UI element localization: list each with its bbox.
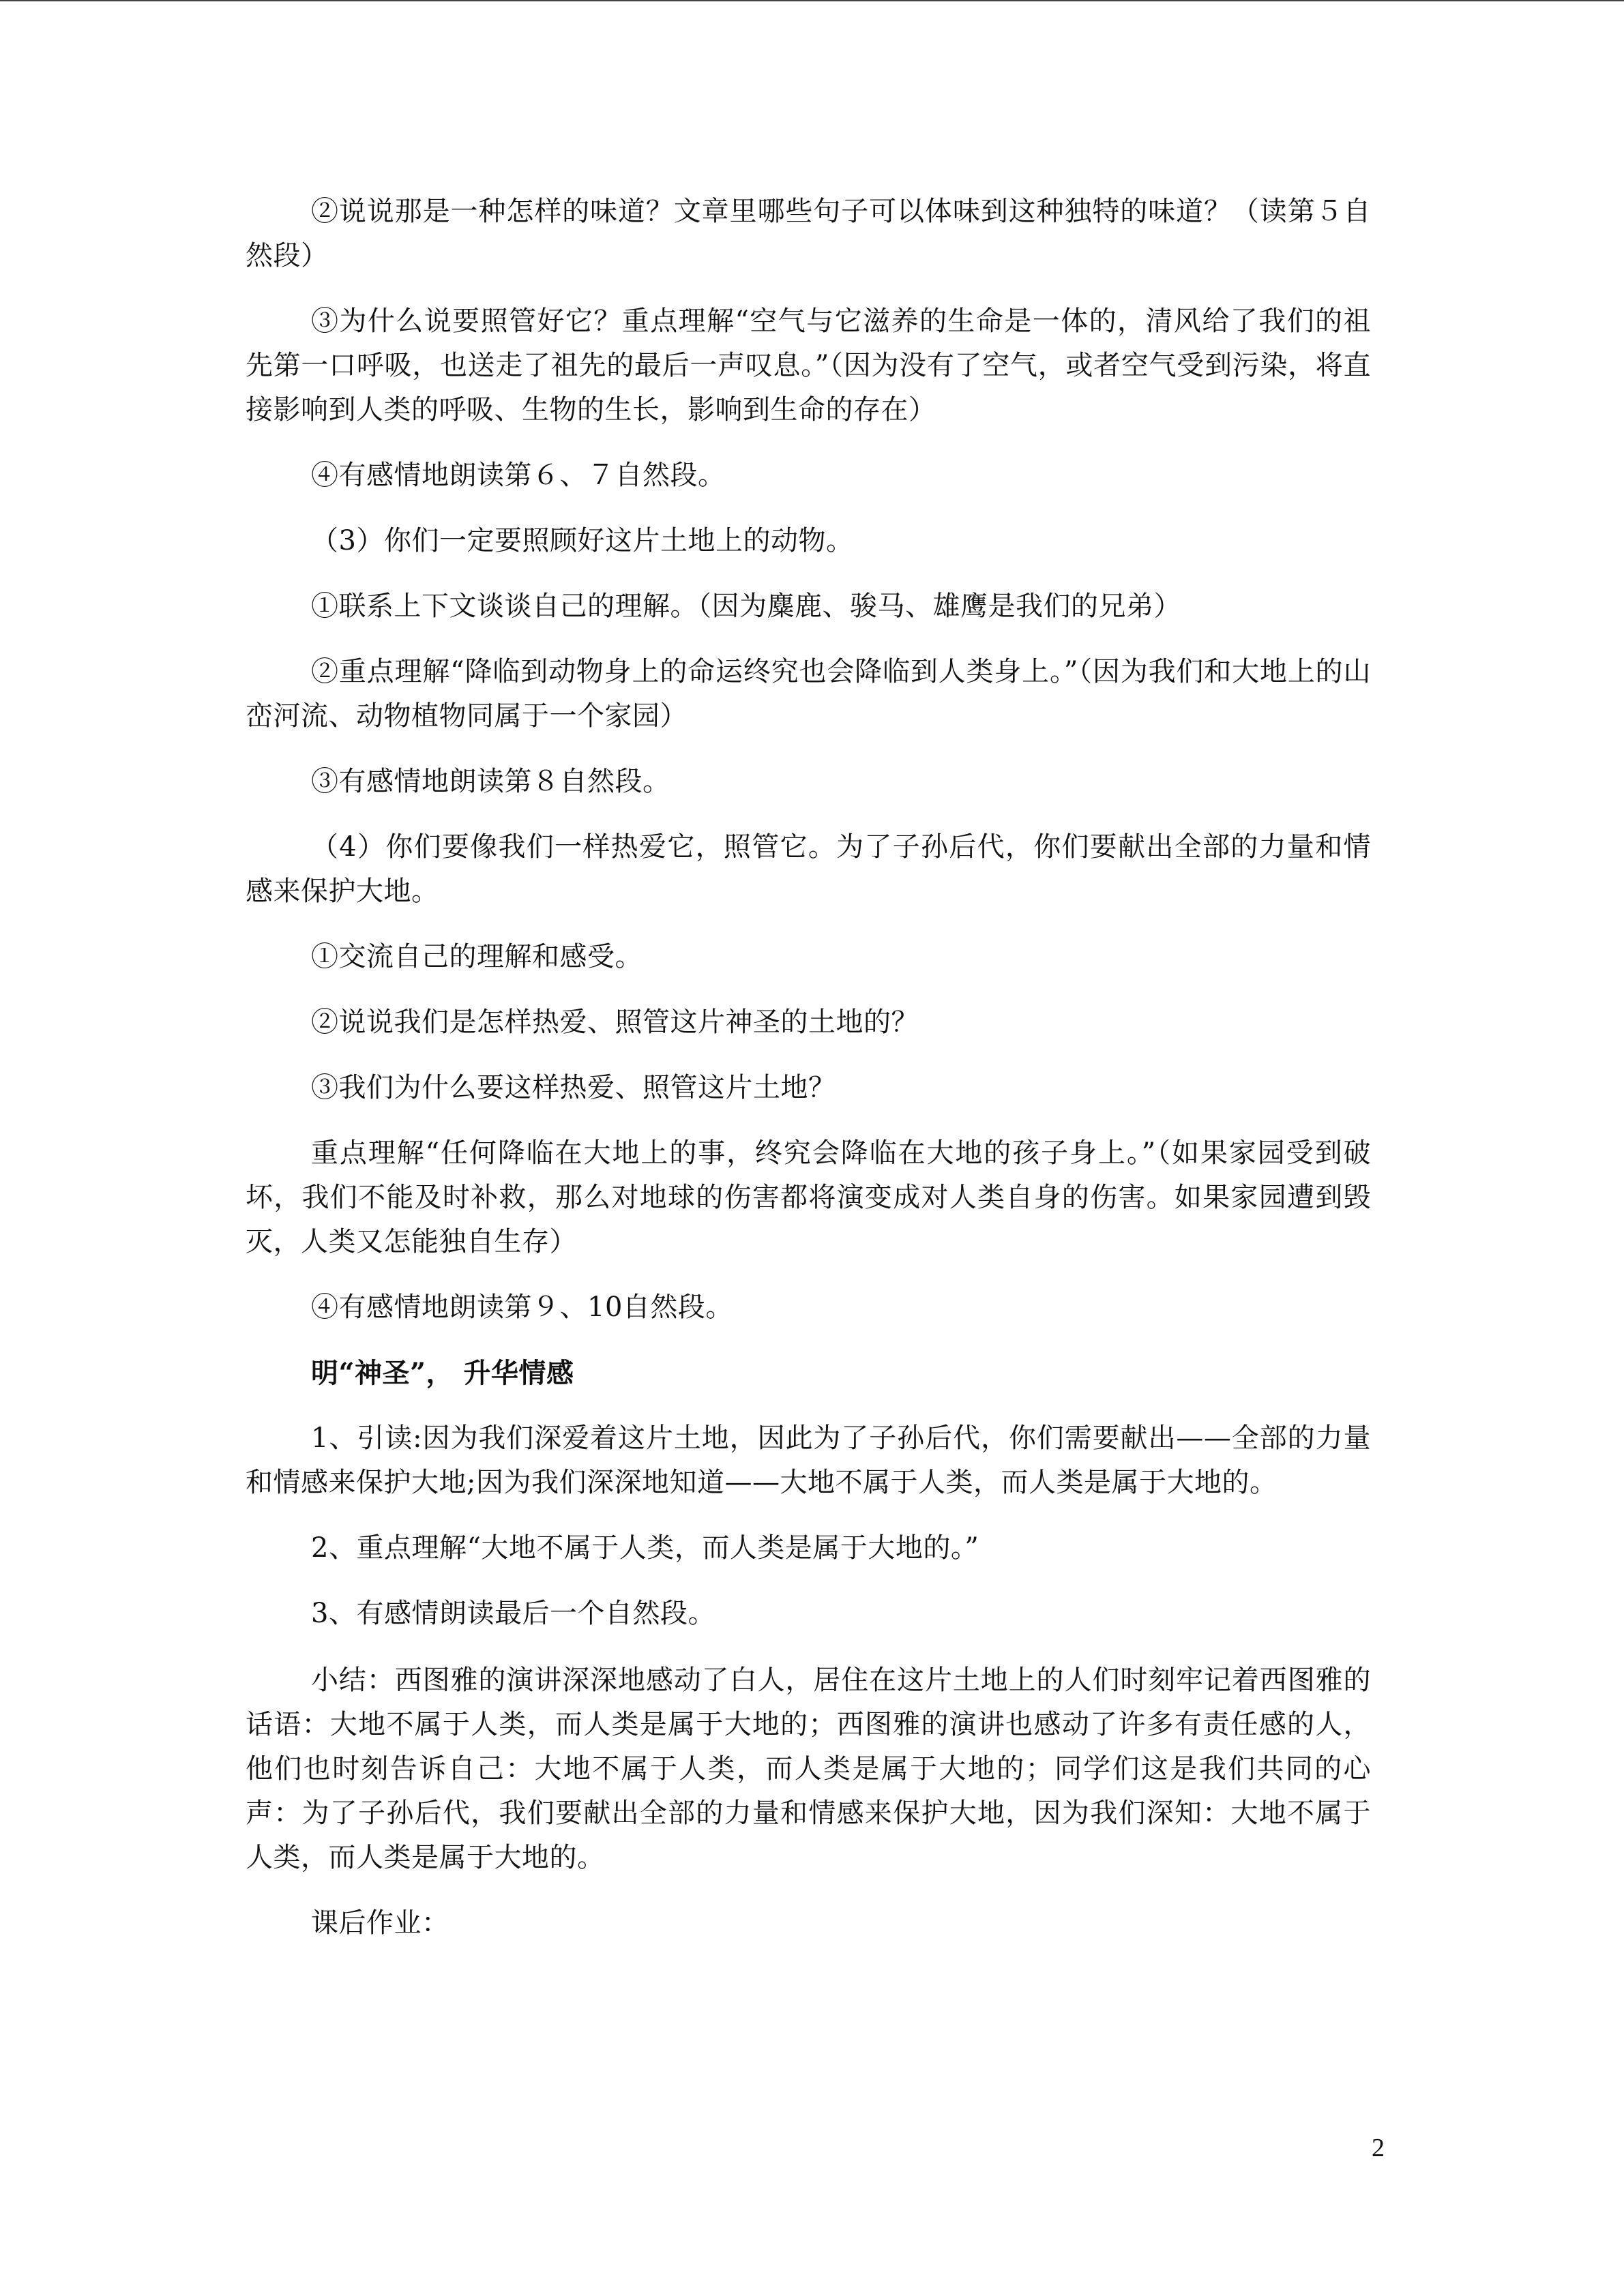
page-number: 2 bbox=[1372, 2134, 1385, 2162]
paragraph-taste-question: ②说说那是一种怎样的味道？文章里哪些句子可以体味到这种独特的味道？（读第５自然段） bbox=[246, 196, 1371, 271]
paragraph-homework: 课后作业： bbox=[311, 1907, 449, 1939]
paragraph-read-9-10: ④有感情地朗读第９、10自然段。 bbox=[311, 1292, 733, 1323]
paragraph-read-6-7: ④有感情地朗读第６、７自然段。 bbox=[311, 460, 726, 491]
page-body bbox=[246, 190, 1371, 1945]
paragraph-how-love-land: ②说说我们是怎样热爱、照管这片神圣的土地的？ bbox=[311, 1007, 919, 1038]
paragraph-animals-fate: ②重点理解“降临到动物身上的命运终究也会降临到人类身上。”（因为我们和大地上的山峦河流、动物植物同属于一个家园） bbox=[246, 656, 1371, 732]
paragraph-air-care: ③为什么说要照管好它？重点理解“空气与它滋养的生命是一体的，清风给了我们的祖先第一口呼吸，也送走了祖先的最后一声叹息。”（因为没有了空气，或者空气受到污染，将直接影响到人类的呼吸、生物的生长，影响到生命的存在） bbox=[246, 305, 1371, 426]
paragraph-share-feelings: ①交流自己的理解和感受。 bbox=[311, 941, 643, 972]
paragraph-animals-context: ①联系上下文谈谈自己的理解。（因为麋鹿、骏马、雄鹰是我们的兄弟） bbox=[311, 591, 1181, 622]
paragraph-key-sentence: 2、重点理解“大地不属于人类，而人类是属于大地的。” bbox=[311, 1532, 979, 1564]
paragraph-love-land-heading: （4）你们要像我们一样热爱它，照管它。为了子孙后代，你们要献出全部的力量和情感来保护大地。 bbox=[246, 831, 1371, 907]
section-heading: 明“神圣”， 升华情感 bbox=[311, 1357, 574, 1389]
paragraph-why-love-land: ③我们为什么要这样热爱、照管这片土地？ bbox=[311, 1072, 836, 1103]
paragraph-read-8: ③有感情地朗读第８自然段。 bbox=[311, 766, 670, 797]
paragraph-key-understanding: 重点理解“任何降临在大地上的事，终究会降临在大地的孩子身上。”（如果家园受到破坏，我们不能及时补救，那么对地球的伤害都将演变成对人类自身的伤害。如果家园遭到毁灭，人类又怎能独自生存） bbox=[246, 1137, 1371, 1257]
paragraph-animals-heading: （3）你们一定要照顾好这片土地上的动物。 bbox=[311, 525, 854, 556]
paragraph-read-last: 3、有感情朗读最后一个自然段。 bbox=[311, 1598, 715, 1629]
paragraph-summary: 小结：西图雅的演讲深深地感动了白人，居住在这片土地上的人们时刻牢记着西图雅的话语：大地不属于人类，而人类是属于大地的；西图雅的演讲也感动了许多有责任感的人，他们也时刻告诉自己：大地不属于人类，而人类是属于大地的；同学们这是我们共同的心声：为了子孙后代，我们要献出全部的力量和情感来保护大地，因为我们深知：大地不属于人类，而人类是属于大地的。 bbox=[246, 1665, 1371, 1873]
paragraph-lead-reading: 1、引读:因为我们深爱着这片土地，因此为了子孙后代，你们需要献出——全部的力量和情感来保护大地;因为我们深深地知道——大地不属于人类，而人类是属于大地的。 bbox=[246, 1422, 1371, 1498]
